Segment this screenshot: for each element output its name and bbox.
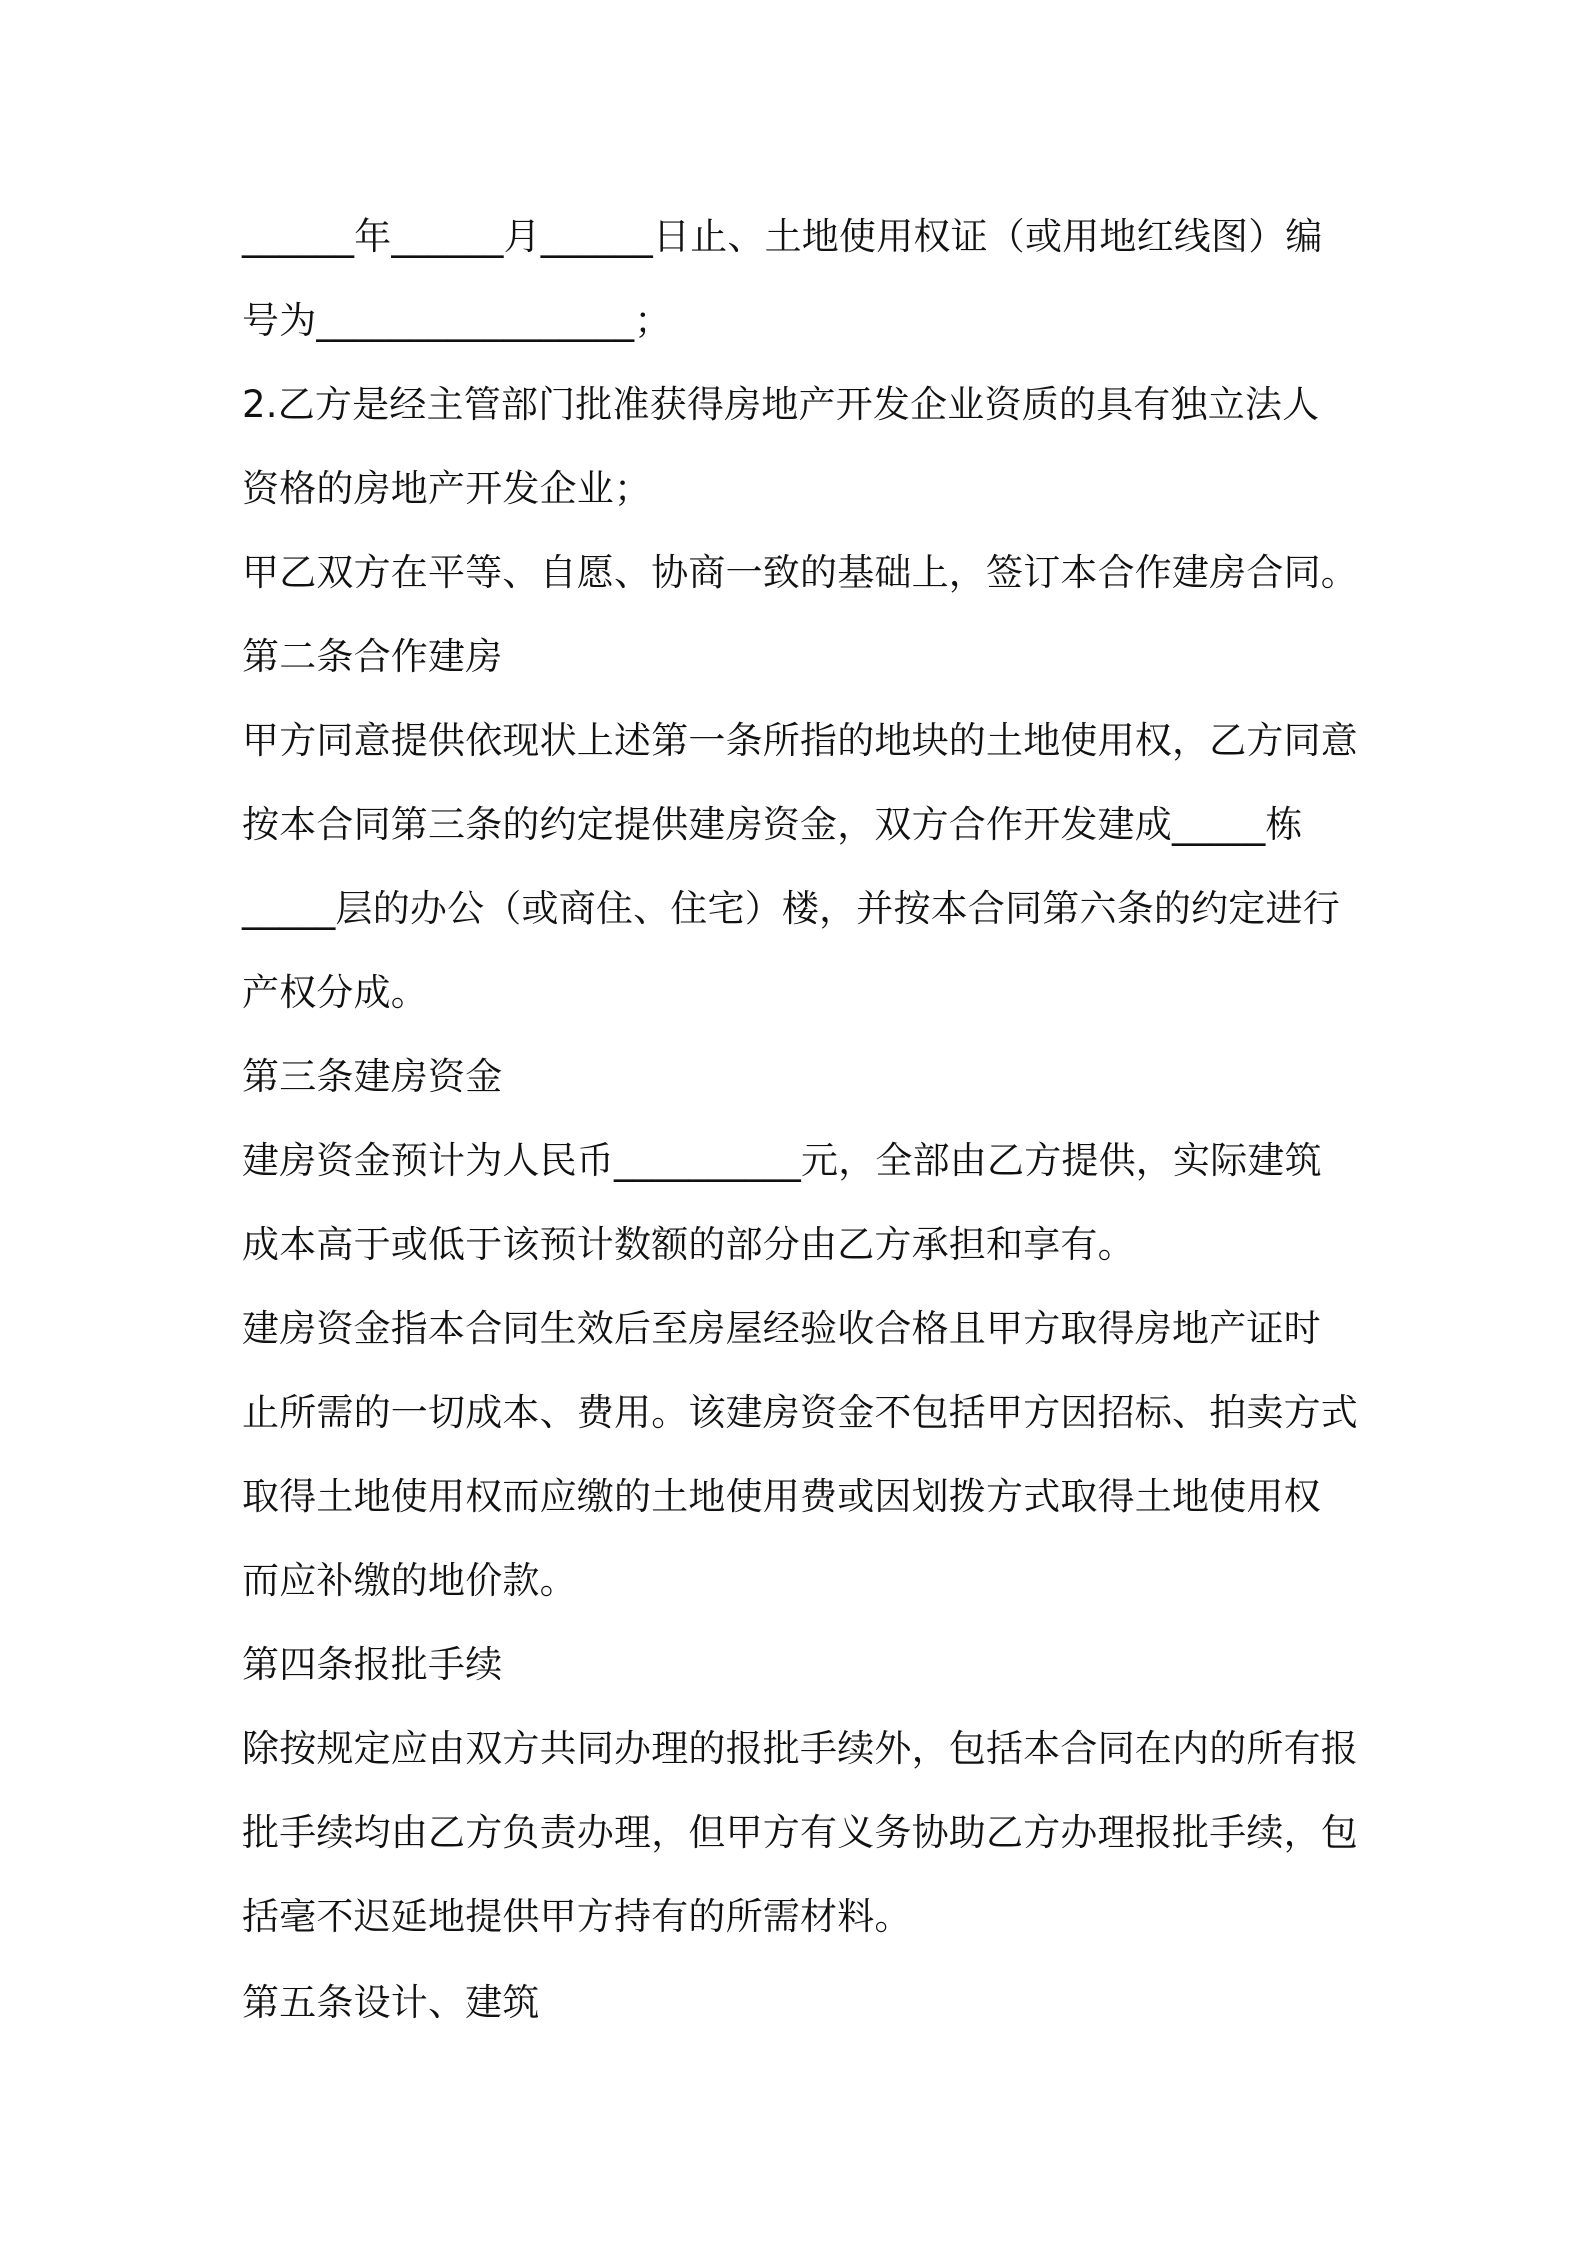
text-line: 产权分成。 [242, 971, 428, 1014]
text-line: 取得土地使用权而应缴的土地使用费或因划拨方式取得土地使用权 [242, 1475, 1321, 1518]
text-line: 建房资金指本合同生效后至房屋经验收合格且甲方取得房地产证时 [242, 1307, 1321, 1350]
text-line: 除按规定应由双方共同办理的报批手续外，包括本合同在内的所有报 [242, 1727, 1358, 1770]
text-line: 括毫不迟延地提供甲方持有的所需材料。 [242, 1895, 912, 1938]
text-line: 甲乙双方在平等、自愿、协商一致的基础上，签订本合作建房合同。 [242, 551, 1358, 594]
text-line: 成本高于或低于该预计数额的部分由乙方承担和享有。 [242, 1223, 1135, 1266]
section-heading: 第三条建房资金 [242, 1055, 503, 1098]
text-line: 批手续均由乙方负责办理，但甲方有义务协助乙方办理报批手续，包 [242, 1811, 1358, 1854]
section-heading: 第二条合作建房 [242, 635, 503, 678]
text-line: ______年______月______日止、土地使用权证（或用地红线图）编 [242, 215, 1323, 258]
text-line: 按本合同第三条的约定提供建房资金，双方合作开发建成_____栋 [242, 803, 1303, 846]
text-line: 止所需的一切成本、费用。该建房资金不包括甲方因招标、拍卖方式 [242, 1391, 1358, 1434]
text-line: 号为_________________； [242, 299, 672, 342]
text-line: 资格的房地产开发企业； [242, 467, 652, 510]
text-line: 建房资金预计为人民币__________元，全部由乙方提供，实际建筑 [242, 1139, 1322, 1182]
text-line: 甲方同意提供依现状上述第一条所指的地块的土地使用权，乙方同意 [242, 719, 1358, 762]
document-body [242, 195, 1362, 2045]
section-heading: 第五条设计、建筑 [242, 1981, 540, 2024]
text-line: 2.乙方是经主管部门批准获得房地产开发企业资质的具有独立法人 [242, 383, 1320, 426]
section-heading: 第四条报批手续 [242, 1643, 503, 1686]
text-line: _____层的办公（或商住、住宅）楼，并按本合同第六条的约定进行 [242, 887, 1340, 930]
text-line: 而应补缴的地价款。 [242, 1559, 577, 1602]
